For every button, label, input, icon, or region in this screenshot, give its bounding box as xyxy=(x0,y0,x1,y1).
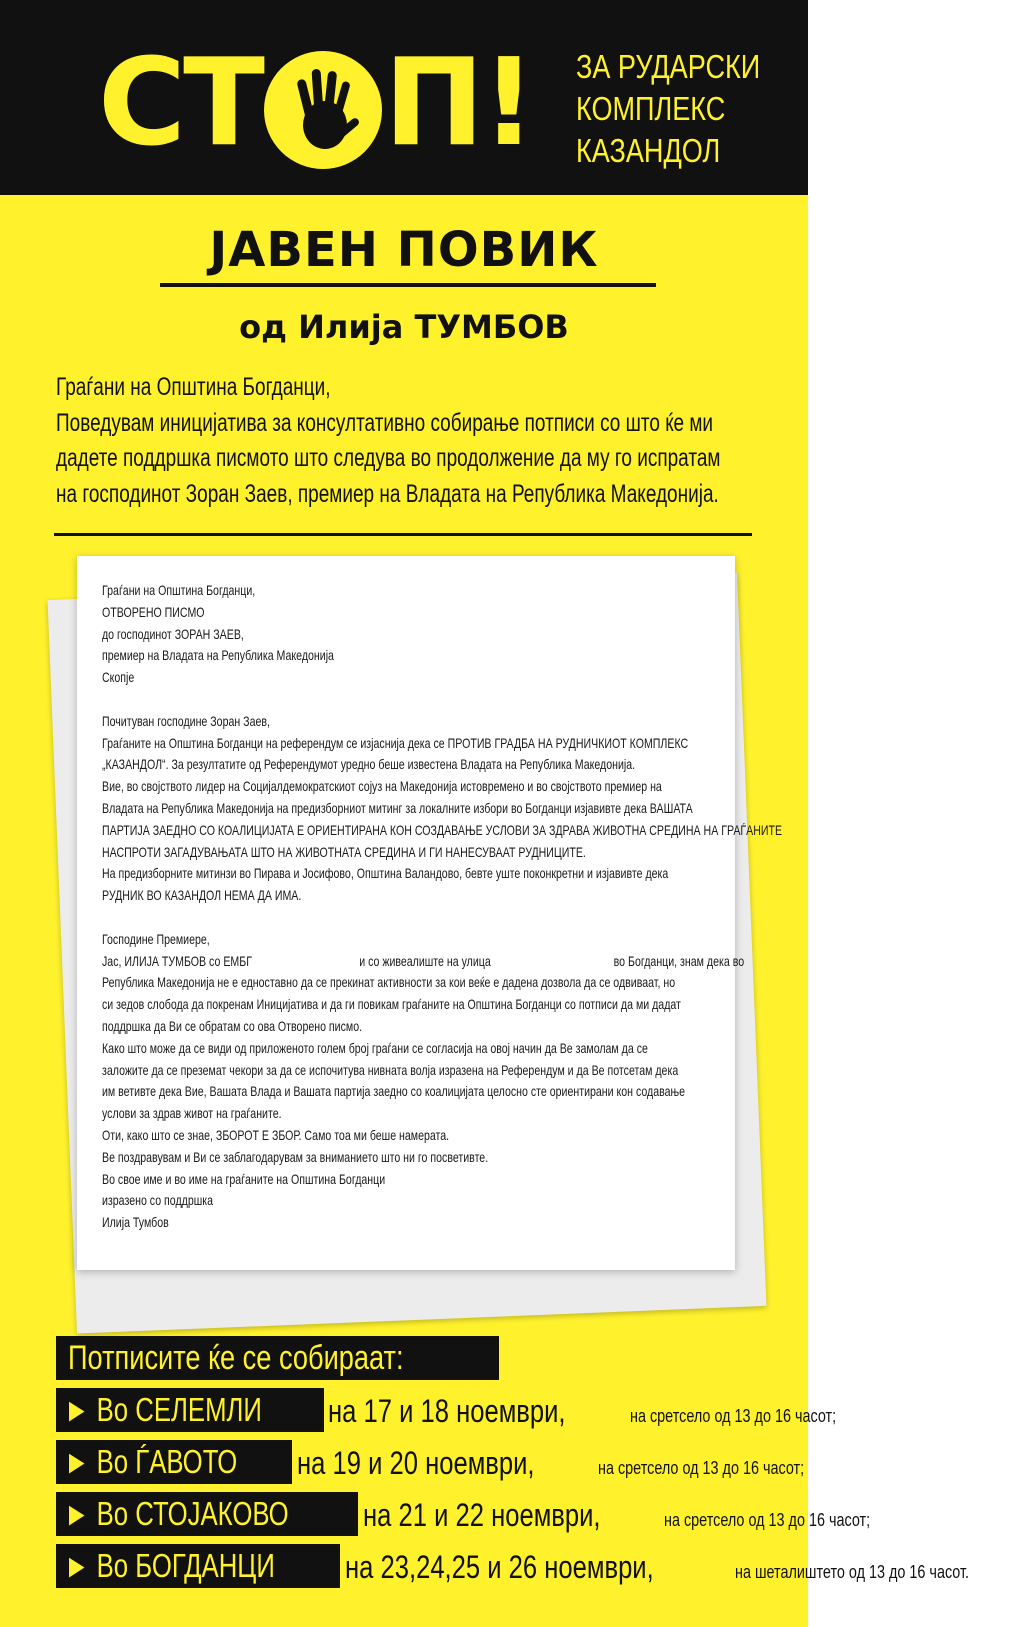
letter-fragment: Јас, ИЛИЈА ТУМБОВ со ЕМБГ xyxy=(102,953,252,969)
intro-text xyxy=(56,370,786,512)
letter-line: Скопје xyxy=(102,670,135,686)
letter-line: „КАЗАНДОЛ“. За резултатите од Референдумот уредно беше известена Владата на Република Македонија. xyxy=(102,757,636,773)
location-details xyxy=(328,1388,887,1432)
location-place-box xyxy=(56,1440,292,1484)
letter-line: изразено со поддршка xyxy=(102,1193,214,1209)
letter-fragment: во Богданци, знам дека во xyxy=(613,953,745,969)
letter-fragment: и со живеалиште на улица xyxy=(359,953,491,969)
location-row xyxy=(56,1388,887,1432)
location-note: на сретсело од 13 до 16 часот; xyxy=(598,1458,805,1478)
letter-line: Почитуван господине Зоран Заев, xyxy=(102,713,270,729)
letter-line: им ветивте дека Вие, Вашата Влада и Вашата партија заедно со коалицијата целосно сте ориентирани кон содавање xyxy=(102,1084,686,1100)
title-underline xyxy=(160,283,656,287)
intro-line: Поведувам иницијатива за консултативно собирање потписи со што ќе ми xyxy=(56,408,714,437)
letter-line: Граѓани на Општина Богданци, xyxy=(102,583,256,598)
letter-line: На предизборните митинзи во Пирава и Јосифово, Општина Валандово, бевте уште поконкретни и изјавивте дека xyxy=(102,866,669,882)
letter-line: Оти, како што се знае, ЗБОРОТ Е ЗБОР. Само тоа ми беше намерата. xyxy=(102,1127,450,1143)
logo-subtitle xyxy=(576,46,765,172)
location-place: ► Во БОГДАНЦИ xyxy=(64,1547,275,1584)
letter-line: Вие, во својството лидер на Социјалдемократскиот сојуз на Македонија истовремено и во својството премиер на xyxy=(102,779,662,795)
location-place: ► Во СТОЈАКОВО xyxy=(64,1495,289,1532)
location-place-box xyxy=(56,1388,324,1432)
location-note: на сретсело од 13 до 16 часот; xyxy=(663,1510,871,1530)
page-title: ЈАВЕН ПОВИК xyxy=(209,222,599,278)
intro-line: на господинот Зоран Заев, премиер на Владата на Република Македонија. xyxy=(56,479,719,508)
letter-line: Во свое име и во име на граѓаните на Општина Богданци xyxy=(102,1171,386,1187)
location-note: на сретсело од 13 до 16 часот; xyxy=(629,1406,836,1426)
letter-line-with-redactions xyxy=(102,951,745,973)
letter-line: поддршка да Ви се обратам со ова Отворено писмо. xyxy=(102,1018,363,1034)
author-line: од Илија ТУМБОВ xyxy=(239,308,569,346)
location-dates: на 17 и 18 ноември, xyxy=(328,1393,566,1429)
redacted-id-blank xyxy=(255,952,356,966)
open-letter-text xyxy=(102,580,783,1234)
logo-text-right: П! xyxy=(383,34,534,173)
intro-line: Граѓани на Општина Богданци, xyxy=(56,373,331,401)
letter-line: Ве поздравувам и Ви се заблагодарувам за вниманието што ни го посветивте. xyxy=(102,1149,489,1165)
location-place: ► Во СЕЛЕМЛИ xyxy=(64,1391,262,1428)
redacted-address-blank xyxy=(494,952,611,966)
intro-line: дадете поддршка писмото што следува во продолжение да му го испратам xyxy=(56,444,721,472)
location-dates: на 21 и 22 ноември, xyxy=(362,1497,601,1533)
location-details xyxy=(297,1440,856,1484)
hand-print-icon xyxy=(264,51,382,169)
letter-line: Граѓаните на Општина Богданци на референдум се изјаснија дека се ПРОТИВ ГРАДБА НА РУДНИЧКИОТ КОМПЛЕКС xyxy=(102,735,689,751)
location-place-box xyxy=(56,1544,340,1588)
letter-line: РУДНИК ВО КАЗАНДОЛ НЕМА ДА ИМА. xyxy=(102,888,302,904)
location-note: на шеталиштето од 13 до 16 часот. xyxy=(735,1562,970,1582)
divider xyxy=(54,533,752,536)
open-letter-sheet xyxy=(77,556,783,1270)
location-dates: на 19 и 20 ноември, xyxy=(296,1445,535,1481)
subtitle-line: КОМПЛЕКС xyxy=(576,90,726,127)
spacer xyxy=(102,689,695,711)
letter-line: Господине Премиере, xyxy=(102,931,210,947)
subtitle-line: КАЗАНДОЛ xyxy=(576,132,721,169)
letter-line: Владата на Република Македонија на предизборниот митинг за локалните избори во Богданци изјавивте дека ВАШАТА xyxy=(102,800,693,816)
letter-line: услови за здрав живот на граѓаните. xyxy=(102,1106,282,1122)
letter-line: ОТВОРЕНО ПИСМО xyxy=(102,604,205,620)
letter-line: НАСПРОТИ ЗАГАДУВАЊАТА ШТО НА ЖИВОТНАТА СРЕДИНА И ГИ НАНЕСУВААТ РУДНИЦИТЕ. xyxy=(102,844,586,860)
location-dates: на 23,24,25 и 26 ноември, xyxy=(344,1549,654,1585)
location-row xyxy=(56,1544,1028,1588)
letter-line: премиер на Владата на Република Македонија xyxy=(102,648,334,664)
location-row xyxy=(56,1492,922,1536)
location-place-box xyxy=(56,1492,358,1536)
signatures-heading-text: Потписите ќе се собираат: xyxy=(68,1339,404,1377)
letter-line: си зедов слобода да покренам Иницијатива и да ги повикам граѓаните на Општина Богданци со потписи да ми дадат xyxy=(102,997,681,1013)
signatures-heading xyxy=(56,1336,499,1380)
location-row xyxy=(56,1440,856,1484)
letter-line: Република Македонија не е едноставно да се прекинат активности за кои веќе е дадена дозвола да се одвиваат, но xyxy=(102,975,676,991)
location-details xyxy=(363,1492,922,1536)
letter-line: ПАРТИЈА ЗАЕДНО СО КОАЛИЦИЈАТА Е ОРИЕНТИРАНА КОН СОЗДАВАЊЕ УСЛОВИ ЗА ЗДРАВА ЖИВОТНА СРЕДИНА НА ГРАЃАНИТЕ xyxy=(102,822,783,838)
header-banner xyxy=(0,0,808,195)
location-place: ► Во ЃАВОТО xyxy=(64,1443,238,1480)
stop-logo xyxy=(98,34,533,174)
letter-line: Како што може да се види од приложеното голем број граѓани се согласија на овој начин да Ве замолам да се xyxy=(102,1040,648,1056)
spacer xyxy=(102,907,695,929)
logo-text-left: СТ xyxy=(98,34,262,173)
letter-line: до господинот ЗОРАН ЗАЕВ, xyxy=(102,626,244,642)
location-details xyxy=(345,1544,1028,1588)
letter-line: заложите да се преземат чекори за да се испочитува нивната волја изразена на Референдум и да Ве потсетам дека xyxy=(102,1062,679,1078)
letter-signature: Илија Тумбов xyxy=(102,1215,169,1231)
subtitle-line: ЗА РУДАРСКИ xyxy=(576,48,761,85)
